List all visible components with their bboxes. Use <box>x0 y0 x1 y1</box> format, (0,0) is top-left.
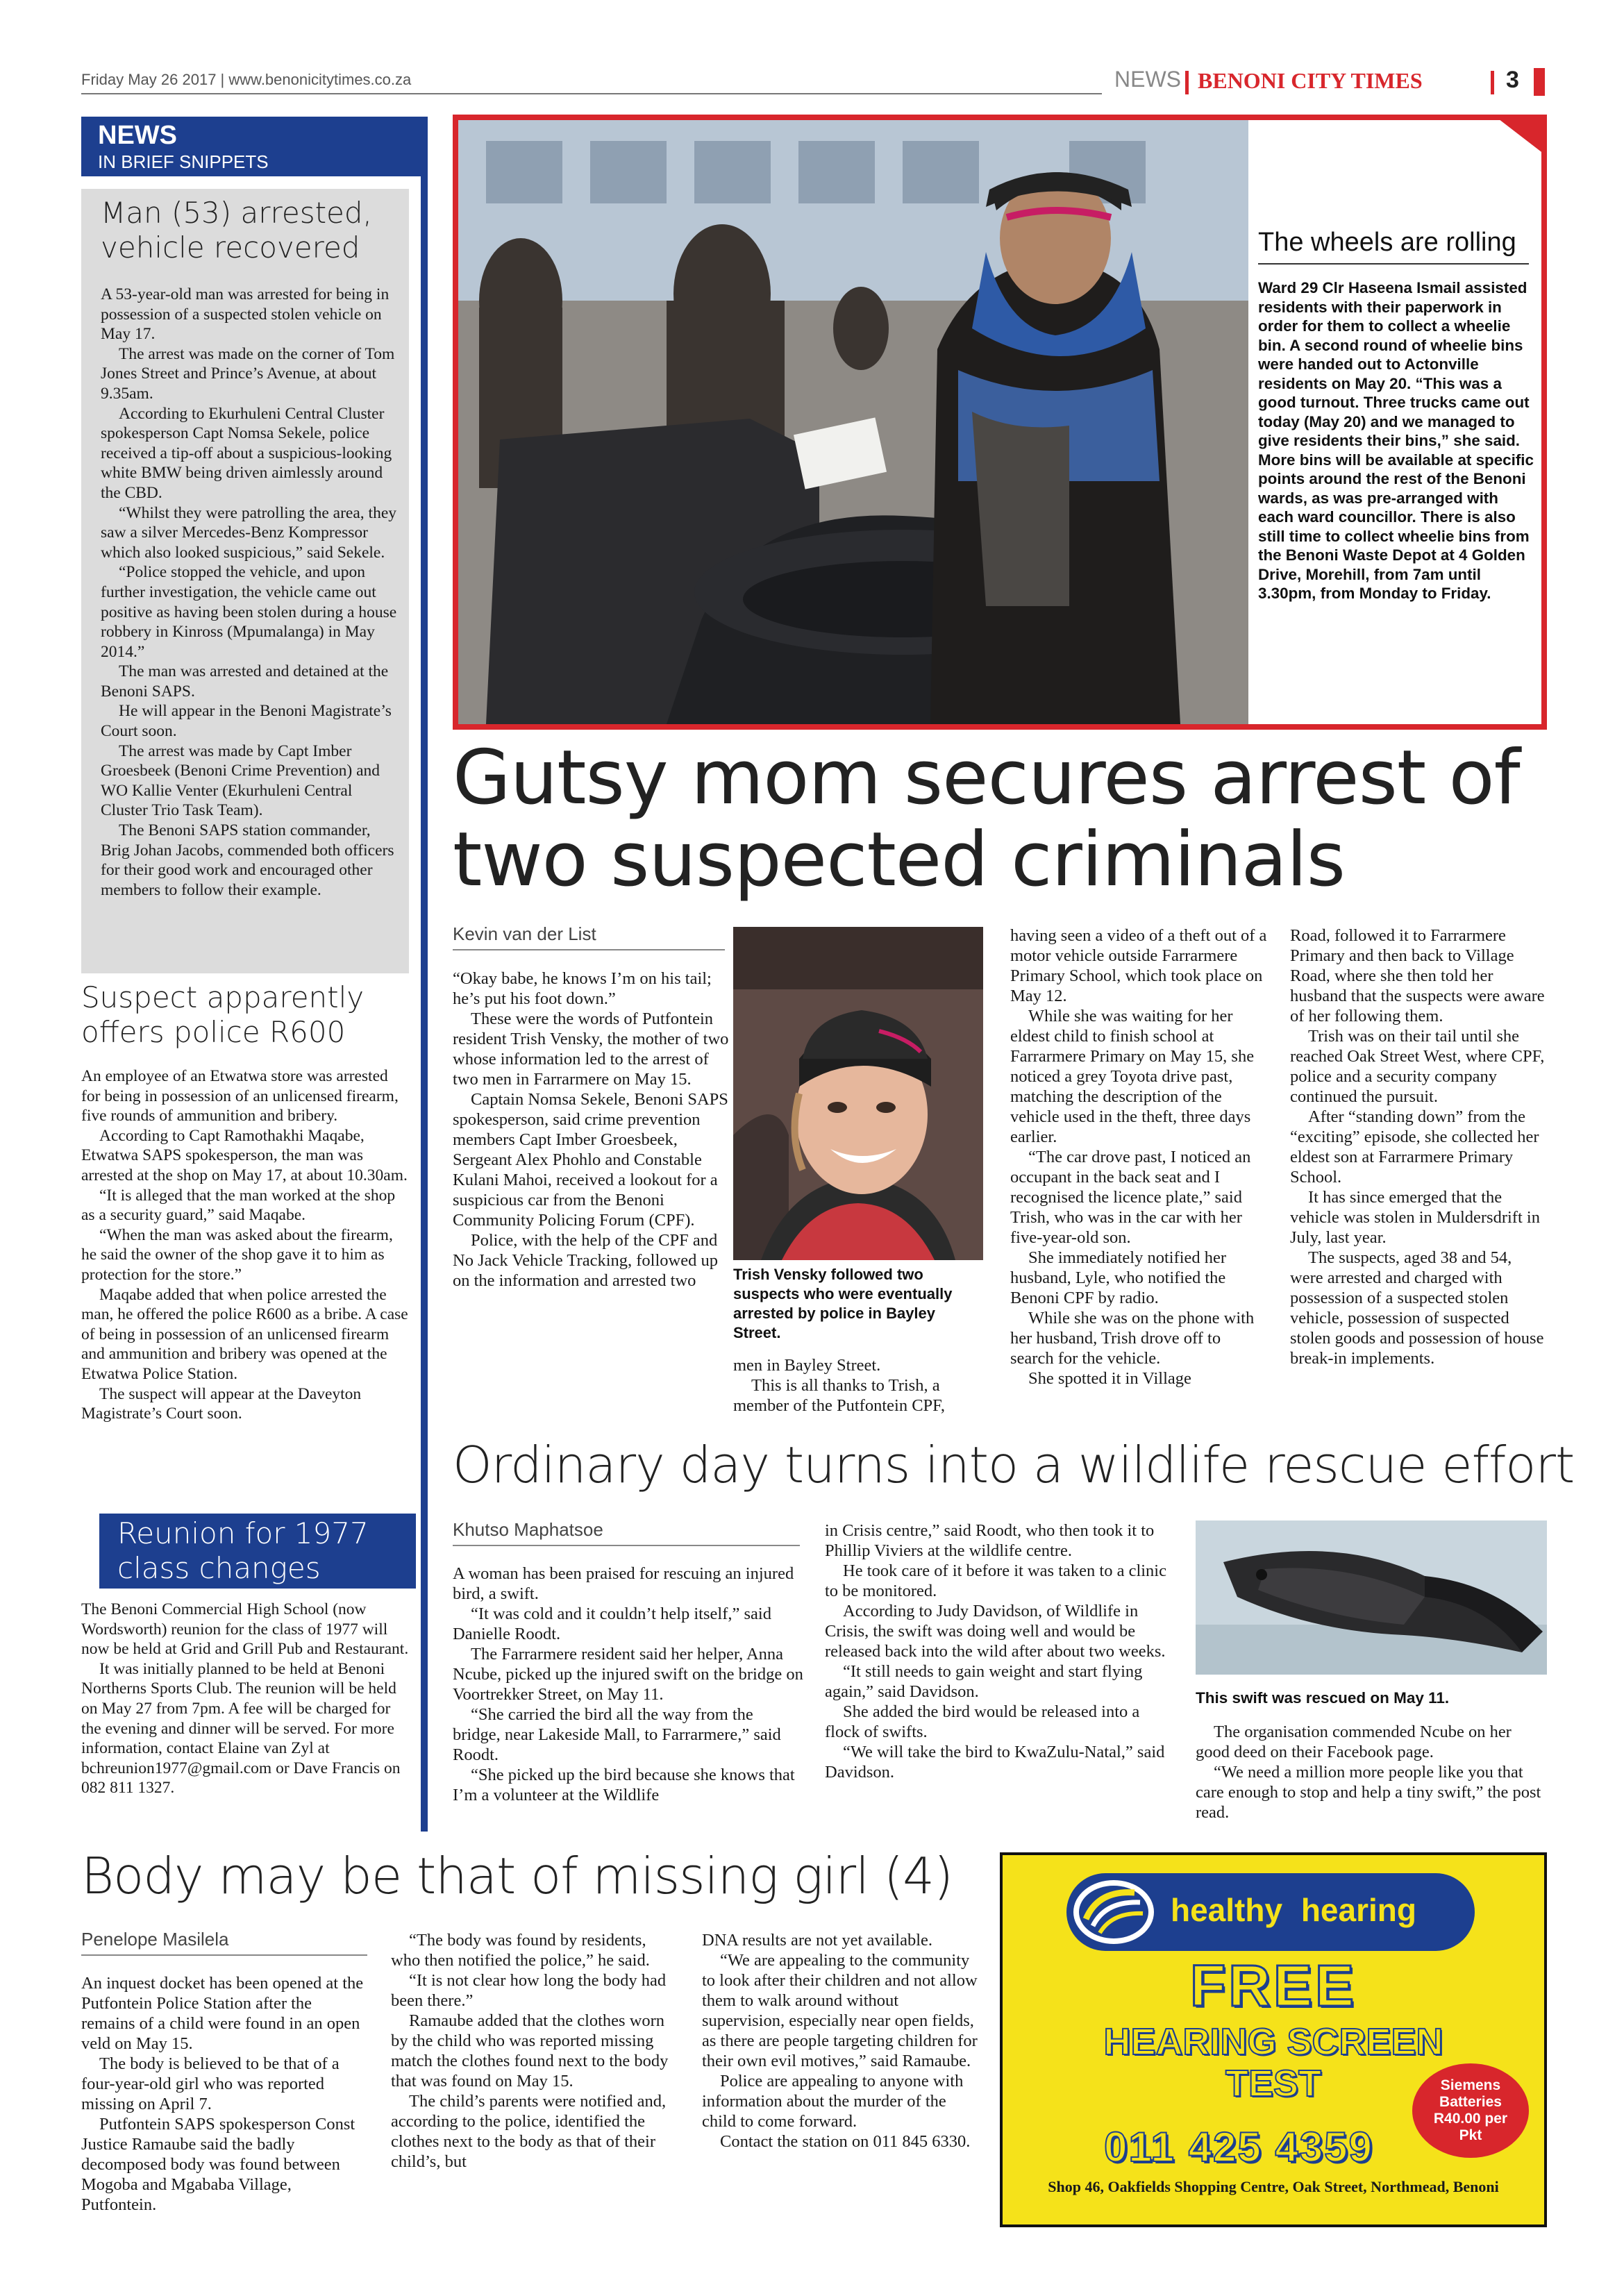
advert-line-2: TEST <box>1225 2063 1321 2104</box>
feature-caption: Ward 29 Clr Haseena Ismail assisted residents with their paperwork in order for them to collect a wheelie bin. A second round of wheelie bins were handed out to Actonville residents on May 20. “This was a good turnout. Three trucks came out today (May 20) and we managed to give residents their bins,” she said. More bins will be available at specific points around the rest of the Benoni wards, as was pre-arranged with each ward councillor. There is also still time to collect wheelie bins from the Benoni Waste Depot at 4 Golden Drive, Morehill, from 7am until 3.30pm, from Monday to Friday. <box>1258 279 1534 602</box>
section-label: NEWS <box>1114 67 1181 92</box>
paragraph: Captain Nomsa Sekele, Benoni SAPS spokesperson, said crime prevention members Capt Imber Groesbeek, Sergeant Alex Phohlo and Constable Kulani Mahoi, received a lookout for a suspicious car from the Benoni Community Policing Forum (CPF). <box>453 1090 728 1230</box>
paragraph: While she was waiting for her eldest child to finish school at Farrarmere Primary on May 15, she noticed a grey Toyota drive past, matching the description of the vehicle used in the theft, three days earlier. <box>1010 1007 1255 1146</box>
missing-column-1 <box>81 1973 367 2215</box>
wildlife-column-1 <box>453 1564 803 1805</box>
paragraph: Police are appealing to anyone with information about the murder of the child to come forward. <box>702 2072 964 2131</box>
paragraph: DNA results are not yet available. <box>702 1931 933 1950</box>
paragraph: It has since emerged that the vehicle was stolen in Muldersdrift in July, last year. <box>1290 1188 1540 1247</box>
wildlife-headline: Ordinary day turns into a wildlife rescue effort <box>453 1436 1575 1494</box>
paragraph: “We will take the bird to KwaZulu-Natal,” said Davidson. <box>825 1743 1165 1782</box>
paragraph: The Benoni Commercial High School (now Wordsworth) reunion for the class of 1977 will now be held at Grid and Grill Pub and Restaurant. <box>81 1600 409 1659</box>
header-divider <box>1185 71 1189 94</box>
paragraph: The organisation commended Ncube on her good deed on their Facebook page. <box>1196 1723 1512 1761</box>
paragraph: While she was on the phone with her husband, Trish drove off to search for the vehicle. <box>1010 1309 1255 1368</box>
paragraph: She spotted it in Village <box>1028 1369 1191 1388</box>
paragraph: Road, followed it to Farrarmere Primary and then back to Village Road, where she then told her husband that the suspects were aware of her following them. <box>1290 926 1545 1025</box>
sidebar-rule <box>421 117 428 1832</box>
paragraph: The suspects, aged 38 and 54, were arrested and charged with possession of a suspected stolen vehicle, possession of suspected stolen goods and possession of house break-in implements. <box>1290 1248 1544 1368</box>
paragraph: These were the words of Putfontein resident Trish Vensky, the mother of two whose information led to the arrest of two men in Farrarmere on May 15. <box>453 1009 729 1089</box>
paragraph: “When the man was asked about the firearm, he said the owner of the shop gave it to him as protection for the store.” <box>81 1225 393 1284</box>
paragraph: Police, with the help of the CPF and No Jack Vehicle Tracking, followed up on the information and arrested two <box>453 1231 718 1290</box>
batteries-badge <box>1412 2063 1529 2158</box>
paragraph: An inquest docket has been opened at the Putfontein Police Station after the remains of a child were found in an open veld on May 15. <box>81 1974 364 2053</box>
paragraph: The child’s parents were notified and, according to the police, identified the clothes next to the body as that of their child’s, but <box>391 2092 667 2171</box>
brief-body-bribe <box>81 1066 409 1424</box>
advert-address: Shop 46, Oakfields Shopping Centre, Oak Street, Northmead, Benoni <box>1048 2178 1499 2195</box>
lead-column-1 <box>453 969 730 1291</box>
wheelie-bin-photo <box>458 120 1248 724</box>
lead-byline: Kevin van der List <box>453 923 725 950</box>
brief-story-reunion <box>81 1514 421 1833</box>
paragraph: “We need a million more people like you that care enough to stop and help a tiny swift,” the post read. <box>1196 1763 1541 1822</box>
paragraph: Contact the station on 011 845 6330. <box>720 2132 971 2151</box>
lead-headline: Gutsy mom secures arrest of two suspected criminals <box>453 735 1520 903</box>
brief-body-vehicle <box>101 285 399 900</box>
paragraph: “Whilst they were patrolling the area, they saw a silver Mercedes-Benz Kompressor which also looked suspicious,” said Sekele. <box>101 503 396 562</box>
paragraph: An employee of an Etwatwa store was arrested for being in possession of an unlicensed firearm, five rounds of ammunition and bribery. <box>81 1067 399 1125</box>
paragraph: According to Ekurhuleni Central Cluster spokesperson Capt Nomsa Sekele, police received a tip-off about a suspicious-looking white BMW being driven aimlessly around the CBD. <box>101 404 392 502</box>
sidebar-tab-subtitle: IN BRIEF SNIPPETS <box>98 151 269 172</box>
paragraph: “It still needs to gain weight and start flying again,” said Davidson. <box>825 1662 1143 1701</box>
paragraph: in Crisis centre,” said Roodt, who then took it to Phillip Viviers at the wildlife centre. <box>825 1521 1155 1560</box>
sidebar-tab-title: NEWS <box>98 121 177 150</box>
paragraph: Maqabe added that when police arrested the man, he offered the police R600 as a bribe. A case of being in possession of an unlicensed firearm and ammunition and bribery was opened at the Etwatwa Police Station. <box>81 1285 408 1383</box>
wildlife-byline: Khutso Maphatsoe <box>453 1519 800 1546</box>
paragraph: The arrest was made by Capt Imber Groesbeek (Benoni Crime Prevention) and WO Kallie Venter (Ekurhuleni Central Cluster Trio Task Team). <box>101 741 380 820</box>
feature-photo-frame <box>453 115 1547 730</box>
sidebar-tab <box>81 117 421 176</box>
paragraph: “We are appealing to the community to look after their children and not allow them to walk around without supervision, especially near open fields, as there are people targeting children for their own evil motives,” said Ramaube. <box>702 1951 978 2070</box>
paragraph: A woman has been praised for rescuing an injured bird, a swift. <box>453 1564 794 1603</box>
trish-vensky-photo <box>733 927 983 1260</box>
advert-logo <box>1066 1873 1475 1951</box>
paragraph: “She carried the bird all the way from the bridge, near Lakeside Mall, to Farrarmere,” said Roodt. <box>453 1705 781 1764</box>
brief-headline-reunion: Reunion for 1977 class changes <box>99 1514 416 1589</box>
missing-column-3 <box>702 1930 980 2152</box>
paragraph: She added the bird would be released into a flock of swifts. <box>825 1702 1140 1741</box>
paragraph: The suspect will appear at the Daveyton Magistrate’s Court soon. <box>81 1384 362 1423</box>
page-header <box>81 67 1546 99</box>
paragraph: It was initially planned to be held at Benoni Northerns Sports Club. The reunion will be held on May 27 from 7pm. A fee will be charged for the evening and dinner will be served. For more information, contact Elaine van Zyl at bchreunion1977@gmail.com or Dave Francis on 082 811 1327. <box>81 1659 401 1798</box>
paragraph: The arrest was made on the corner of Tom Jones Street and Prince’s Avenue, at about 9.35am. <box>101 344 395 403</box>
paragraph: According to Capt Ramothakhi Maqabe, Etwatwa SAPS spokesperson, the man was arrested at the shop on May 17, at about 10.30am. <box>81 1126 408 1184</box>
advert-free: FREE <box>1189 1953 1357 2018</box>
brief-story-bribe <box>81 980 409 1491</box>
header-divider-2 <box>1491 71 1494 94</box>
paragraph: A 53-year-old man was arrested for being in possession of a suspected stolen vehicle on May 17. <box>101 285 390 344</box>
page-number: 3 <box>1506 67 1519 93</box>
lead-column-2 <box>733 1355 983 1416</box>
header-rule <box>81 93 1102 94</box>
swift-photo <box>1196 1520 1547 1675</box>
paragraph: “Okay babe, he knows I’m on his tail; he’s put his foot down.” <box>453 969 712 1008</box>
paragraph: After “standing down” from the “exciting” episode, she collected her eldest son at Farrarmere Primary School. <box>1290 1107 1539 1187</box>
paragraph: Trish was on their tail until she reached Oak Street West, where CPF, police and a security company continued the pursuit. <box>1290 1027 1545 1106</box>
lead-column-3 <box>1010 925 1267 1389</box>
header-block <box>1534 68 1545 96</box>
paragraph: “The body was found by residents, who then notified the police,” he said. <box>391 1931 650 1970</box>
wildlife-column-2 <box>825 1520 1175 1782</box>
advert-brand: healthy hearing <box>1171 1892 1416 1928</box>
brief-headline-bribe: Suspect apparently offers police R600 <box>81 980 365 1049</box>
paragraph: The body is believed to be that of a four-year-old girl who was reported missing on April 7. <box>81 2054 340 2113</box>
paragraph: Ramaube added that the clothes worn by the child who was reported missing match the clothes found next to the body that was found on May 15. <box>391 2011 669 2090</box>
wildlife-column-3 <box>1196 1722 1547 1822</box>
paragraph: According to Judy Davidson, of Wildlife in Crisis, the swift was doing well and would be released back into the wild after about two weeks. <box>825 1602 1166 1661</box>
paragraph: Putfontein SAPS spokesperson Const Justice Ramaube said the badly decomposed body was found between Mogoba and Mgababa Village, Putfontein. <box>81 2115 355 2214</box>
brief-body-reunion <box>81 1600 413 1798</box>
advert-phone[interactable]: 011 425 4359 <box>1104 2124 1373 2170</box>
paragraph: “It is not clear how long the body had been there.” <box>391 1971 667 2010</box>
paragraph: She immediately notified her husband, Lyle, who notified the Benoni CPF by radio. <box>1010 1248 1227 1307</box>
paragraph: “Police stopped the vehicle, and upon further investigation, the vehicle came out positive as having been stolen during a house robbery in Kinross (Mpumalanga) in May 2014.” <box>101 563 397 661</box>
batteries-badge-text: Siemens Batteries R40.00 per Pkt <box>1433 2077 1508 2143</box>
feature-corner-triangle <box>1493 115 1547 156</box>
paragraph: He will appear in the Benoni Magistrate’s Court soon. <box>101 702 392 741</box>
paragraph: “It is alleged that the man worked at the shop as a security guard,” said Maqabe. <box>81 1186 396 1225</box>
missing-headline: Body may be that of missing girl (4) <box>81 1847 953 1905</box>
ear-logo-icon <box>1071 1877 1157 1947</box>
feature-title: The wheels are rolling <box>1258 228 1529 265</box>
lead-column-4 <box>1290 925 1547 1368</box>
paragraph: The Benoni SAPS station commander, Brig Johan Jacobs, commended both officers for their good work and encouraged other members to follow their example. <box>101 821 394 899</box>
swift-photo-caption: This swift was rescued on May 11. <box>1196 1689 1450 1707</box>
advert-line-1: HEARING SCREEN <box>1103 2021 1443 2063</box>
paragraph: The man was arrested and detained at the Benoni SAPS. <box>101 662 389 701</box>
trish-photo-caption: Trish Vensky followed two suspects who were eventually arrested by police in Bayley Street. <box>733 1266 953 1341</box>
healthy-hearing-advert[interactable] <box>1000 1852 1547 2227</box>
paragraph: “The car drove past, I noticed an occupant in the back seat and I recognised the licence plate,” said Trish, who was in the car with her five-year-old son. <box>1010 1148 1251 1247</box>
missing-byline: Penelope Masilela <box>81 1929 367 1956</box>
missing-column-2 <box>391 1930 677 2172</box>
paragraph: The Farrarmere resident said her helper, Anna Ncube, picked up the injured swift on the bridge on Voortrekker Street, on May 11. <box>453 1645 803 1704</box>
dateline: Friday May 26 2017 | www.benonicitytimes.co.za <box>81 71 412 88</box>
paper-name: BENONI CITY TIMES <box>1198 68 1423 93</box>
paragraph: “She picked up the bird because she knows that I’m a volunteer at the Wildlife <box>453 1766 795 1804</box>
paragraph: “It was cold and it couldn’t help itself,” said Danielle Roodt. <box>453 1604 771 1643</box>
paragraph: He took care of it before it was taken to a clinic to be monitored. <box>825 1561 1166 1600</box>
paragraph: men in Bayley Street. <box>733 1356 881 1375</box>
brief-story-vehicle <box>81 189 409 973</box>
paragraph: This is all thanks to Trish, a member of the Putfontein CPF, <box>733 1376 945 1415</box>
paragraph: having seen a video of a theft out of a motor vehicle outside Farrarmere Primary School, which took place on May 12. <box>1010 926 1267 1005</box>
brief-headline-vehicle: Man (53) arrested, vehicle recovered <box>101 196 372 265</box>
